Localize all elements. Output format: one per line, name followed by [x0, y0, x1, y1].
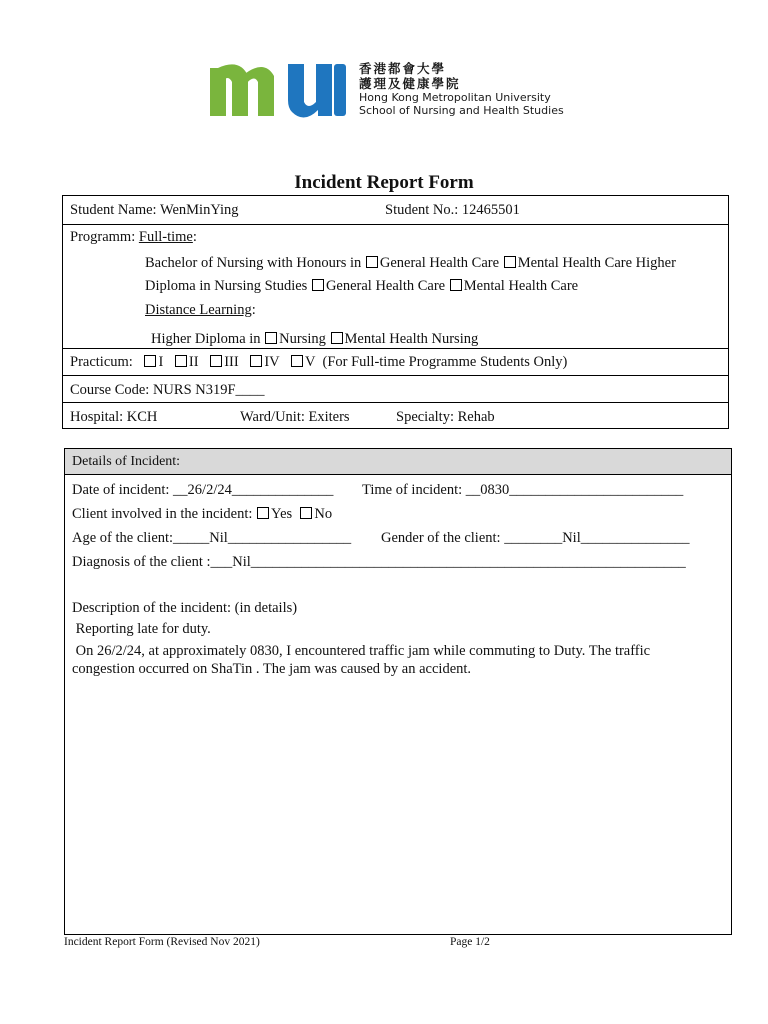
checkbox-practicum-5[interactable] — [291, 355, 303, 367]
client-gender: Gender of the client: ________Nil_______________ — [381, 530, 690, 546]
ward-unit: Ward/Unit: Exiters — [240, 409, 350, 425]
checkbox-practicum-3[interactable] — [210, 355, 222, 367]
logo-en-line2: School of Nursing and Health Studies — [359, 104, 564, 117]
details-header: Details of Incident: — [65, 449, 731, 475]
programme-line: Programm: Full-time: — [70, 229, 197, 245]
checkbox-practicum-1[interactable] — [144, 355, 156, 367]
student-no: Student No.: 12465501 — [385, 202, 520, 218]
student-info-table — [62, 195, 729, 429]
checkbox-client-yes[interactable] — [257, 507, 269, 519]
description-label: Description of the incident: (in details) — [72, 600, 298, 616]
description-line-1: Reporting late for duty. — [72, 621, 211, 637]
checkbox-practicum-2[interactable] — [175, 355, 187, 367]
student-name: Student Name: WenMinYing — [70, 202, 239, 218]
practicum-label: Practicum: — [70, 354, 133, 370]
checkbox-bachelor-mental[interactable] — [504, 256, 516, 268]
logo-cn-line1: 香港都會大學 — [359, 61, 447, 76]
incident-time: Time of incident: __0830________________________ — [362, 482, 684, 498]
client-age: Age of the client:_____Nil_________________ — [72, 530, 352, 546]
checkbox-diploma-mental[interactable] — [450, 279, 462, 291]
distance-learning-label: Distance Learning — [145, 302, 252, 318]
programme-label: Programm: — [70, 229, 139, 245]
incident-details-table — [64, 448, 732, 935]
practicum-line: Practicum: I II III IV V (For Full-time Programme Students Only) — [70, 354, 568, 370]
higher-diploma-line: Higher Diploma in Nursing Mental Health Nursing — [151, 331, 479, 347]
checkbox-diploma-general[interactable] — [312, 279, 324, 291]
checkbox-hd-nursing[interactable] — [265, 332, 277, 344]
checkbox-practicum-4[interactable] — [250, 355, 262, 367]
client-involved-line: Client involved in the incident: Yes No — [72, 506, 333, 522]
form-title: Incident Report Form — [294, 172, 474, 193]
checkbox-client-no[interactable] — [300, 507, 312, 519]
logo-text — [359, 61, 564, 117]
checkbox-hd-mental[interactable] — [331, 332, 343, 344]
practicum-note: (For Full-time Programme Students Only) — [322, 354, 568, 370]
footer-page-number: Page 1/2 — [450, 936, 490, 948]
bachelor-line: Bachelor of Nursing with Honours in General Health Care Mental Health Care Higher — [145, 255, 676, 271]
specialty: Specialty: Rehab — [396, 409, 495, 425]
footer-form-version: Incident Report Form (Revised Nov 2021) — [64, 936, 260, 948]
diploma-line: Diploma in Nursing Studies General Health Care Mental Health Care — [145, 278, 579, 294]
hospital: Hospital: KCH — [70, 409, 158, 425]
incident-date: Date of incident: __26/2/24______________ — [72, 482, 334, 498]
course-code: Course Code: NURS N319F____ — [70, 382, 265, 398]
full-time-label: Full-time — [138, 229, 193, 245]
checkbox-bachelor-general[interactable] — [366, 256, 378, 268]
client-diagnosis: Diagnosis of the client :___Nil____________________________________________________________ — [72, 554, 686, 570]
logo-en-line1: Hong Kong Metropolitan University — [359, 91, 551, 104]
description-line-2: On 26/2/24, at approximately 0830, I encountered traffic jam while commuting to Duty. The traffic — [72, 643, 651, 659]
logo-cn-line2: 護理及健康學院 — [359, 76, 461, 91]
distance-learning-line: Distance Learning: — [145, 302, 256, 318]
description-line-3: congestion occurred on ShaTin . The jam was caused by an accident. — [72, 661, 472, 677]
